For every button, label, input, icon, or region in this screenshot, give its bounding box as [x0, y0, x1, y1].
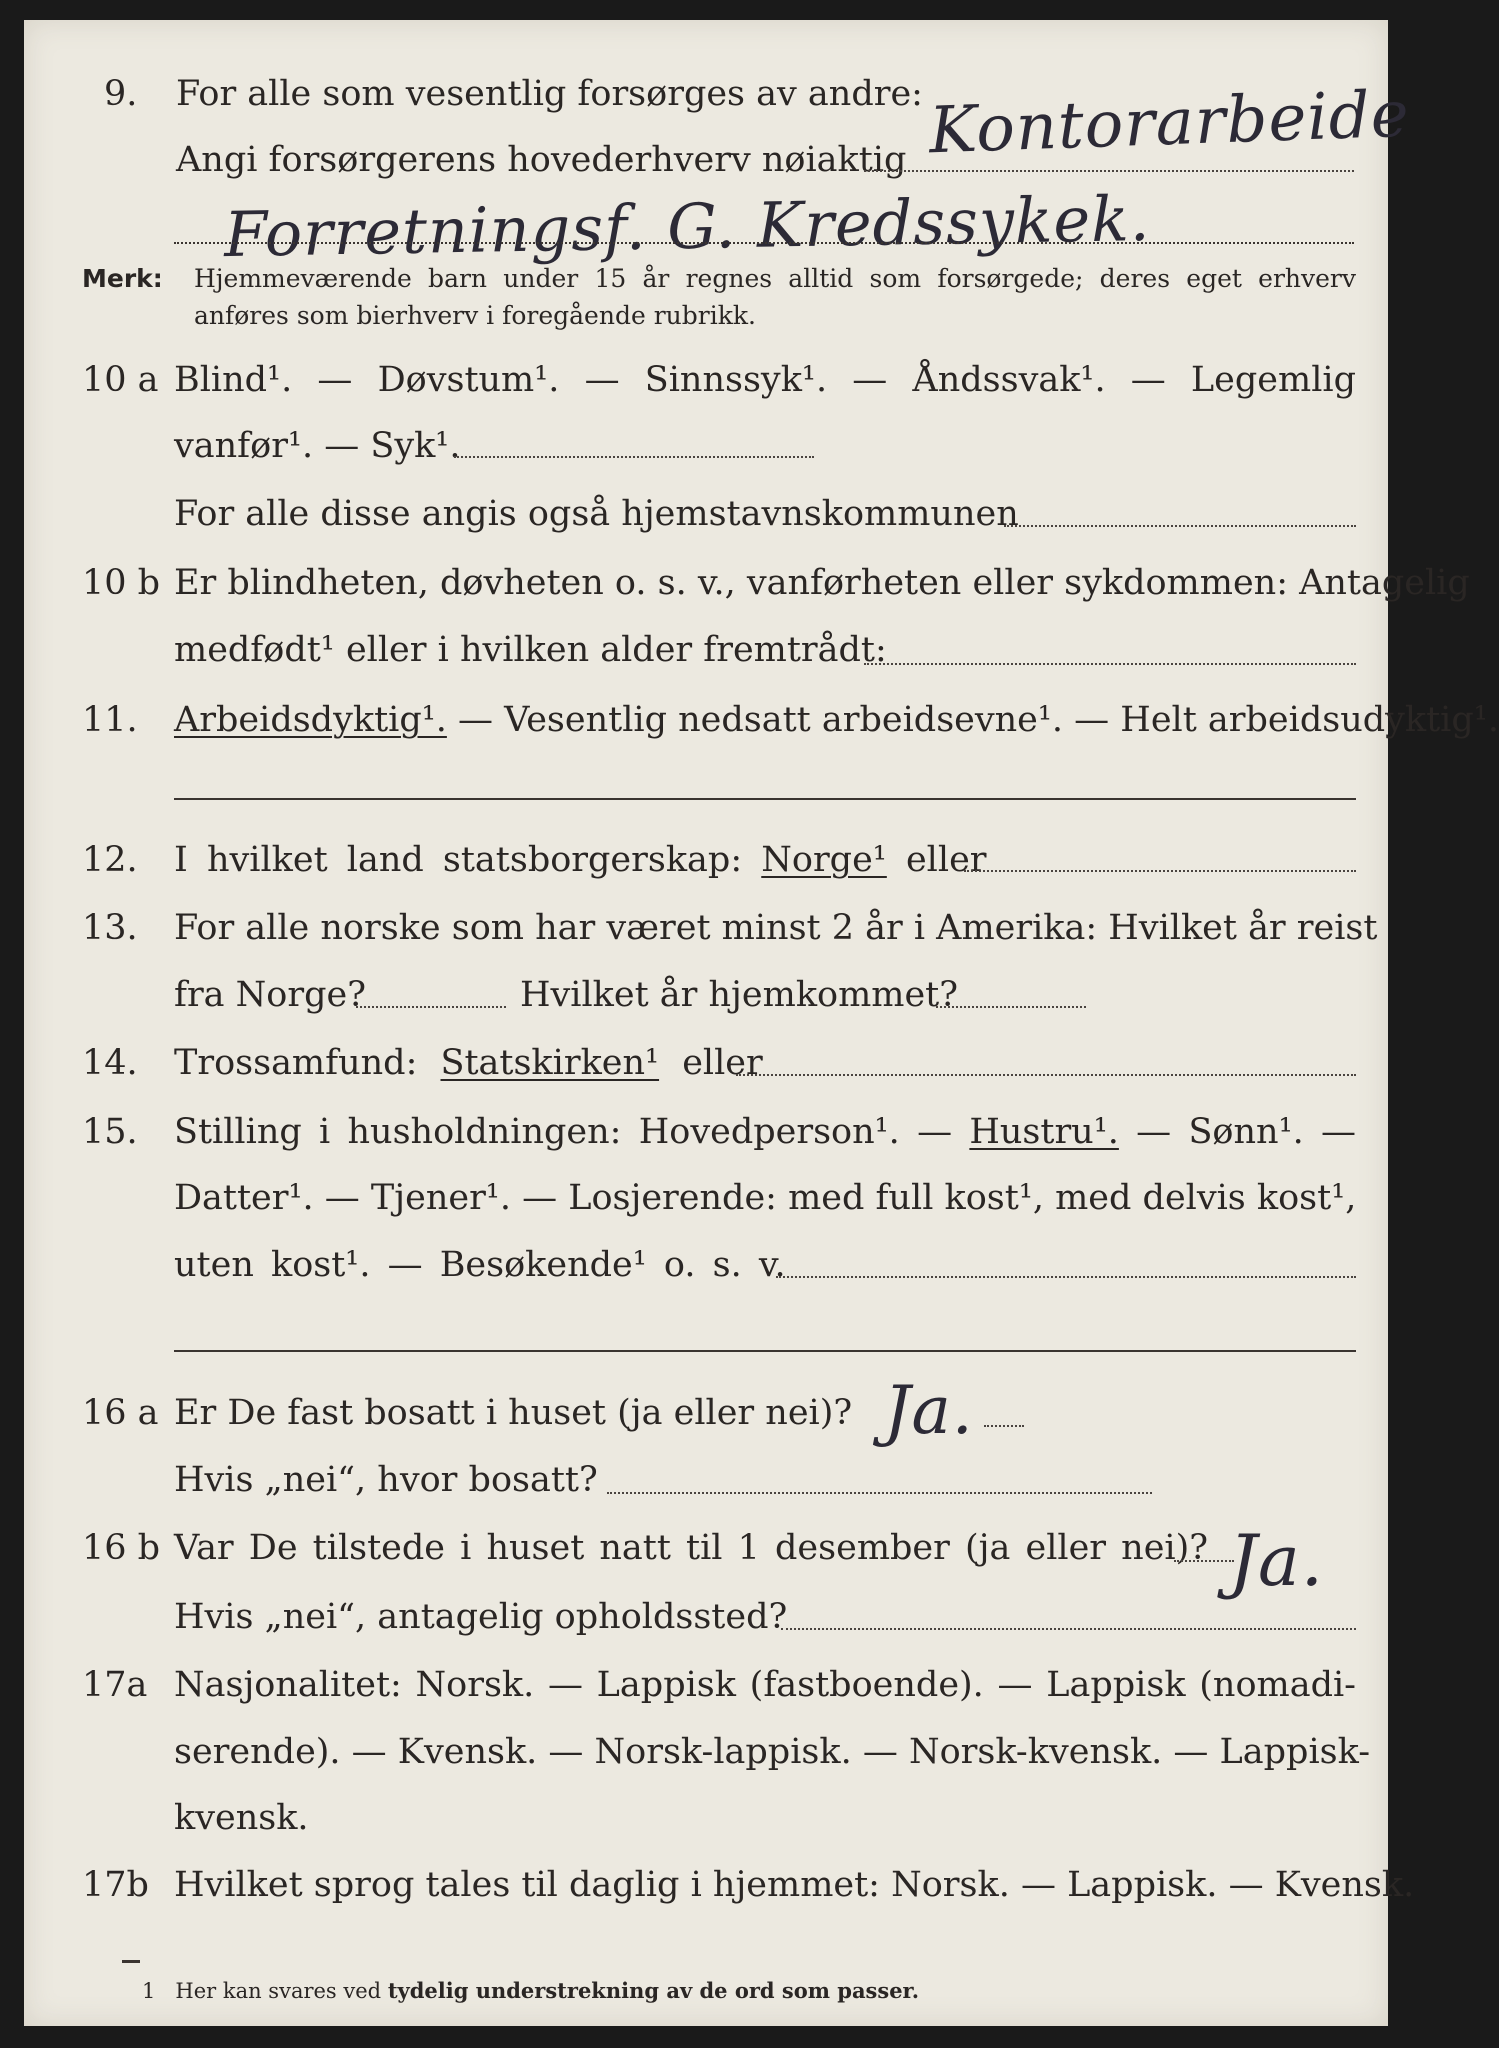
q9-answer-line2	[174, 242, 1354, 244]
q16a-number: 16 a	[82, 1393, 159, 1433]
q16a-answer-line	[984, 1425, 1024, 1427]
q17a-line3	[24, 1798, 1388, 1858]
q13-line2b: Hvilket år hjemkommet?	[520, 975, 959, 1015]
q10b-line1-text: Er blindheten, døvheten o. s. v., vanførheten eller sykdommen: Antagelig	[174, 563, 1470, 603]
q10a-municipality-answer-line	[1004, 525, 1356, 527]
q10b-line2-text: medfødt¹ eller i hvilken alder fremtrådt:	[174, 630, 887, 670]
q15-line3	[24, 1245, 1388, 1305]
q10b-answer-line	[864, 663, 1356, 665]
q17b-line1-text: Hvilket sprog tales til daglig i hjemmet: Norsk. — Lappisk. — Kvensk.	[174, 1865, 1415, 1905]
q16b-line2-text: Hvis „nei“, antagelig opholdssted?	[174, 1597, 788, 1637]
q13-number: 13.	[82, 908, 138, 948]
q16b-stay-answer-line	[781, 1628, 1356, 1630]
q13-line2	[24, 975, 1388, 1035]
q9-answer-employer: Forretningsf. G. Kredssykek.	[223, 181, 1152, 272]
q10b-number: 10 b	[82, 563, 161, 603]
q17a-line3-text: kvensk.	[174, 1798, 309, 1838]
census-form-page	[24, 20, 1499, 2026]
q14-option-statskirken-selected: Statskirken¹	[440, 1043, 660, 1083]
merk-line1: Hjemmeværende barn under 15 år regnes alltid som forsørgede; deres eget erhverv	[194, 264, 1356, 293]
q9-number: 9.	[104, 74, 138, 114]
q9-line2-text: Angi forsørgerens hovederhverv nøiaktig	[176, 140, 907, 180]
q12-question: I hvilket land statsborgerskap:	[174, 840, 743, 880]
q15-line1a: Stilling i husholdningen: Hovedperson¹. —	[174, 1112, 953, 1152]
footnote-mark: 1	[142, 1979, 156, 2003]
q16b-line2	[24, 1597, 1388, 1657]
q17a-line1	[24, 1665, 1388, 1725]
q14-number: 14.	[82, 1043, 138, 1083]
q16a-residence-answer-line	[607, 1492, 1152, 1494]
footnote	[142, 1978, 919, 2003]
q10a-line3-text: For alle disse angis også hjemstavnskommunen	[174, 494, 1019, 534]
q16b-number: 16 b	[82, 1528, 161, 1568]
q14-eller: eller	[682, 1043, 763, 1083]
q13-returned-year-answer-line	[936, 1006, 1086, 1008]
q10a-line2-text: vanfør¹. — Syk¹.	[174, 426, 461, 466]
q16a-line1-text: Er De fast bosatt i huset (ja eller nei)?	[174, 1393, 853, 1433]
q11-text	[174, 700, 1499, 740]
q13-line1-text: For alle norske som har været minst 2 år i Amerika: Hvilket år reist	[174, 908, 1378, 948]
q9-answer-occupation: Kontorarbeide	[927, 77, 1411, 169]
q14-question: Trossamfund:	[174, 1043, 418, 1083]
merk-label: Merk:	[82, 264, 163, 293]
q11-answer-line	[174, 798, 1356, 800]
q17a-number: 17a	[82, 1665, 148, 1705]
q16a-line2	[24, 1460, 1388, 1520]
q14-answer-line	[736, 1074, 1356, 1076]
q14-line1	[24, 1043, 1388, 1103]
footnote-text: Her kan svares ved	[175, 1979, 382, 2003]
q15-line1b: — Sønn¹. —	[1136, 1112, 1356, 1152]
q11-option-arbeidsdyktig-selected: Arbeidsdyktig¹.	[174, 700, 447, 740]
footnote-bold-text: tydelig understrekning av de ord som passer.	[387, 1978, 920, 2003]
q10a-line3	[24, 494, 1388, 554]
q15-line2	[24, 1178, 1388, 1238]
q11-rest: — Vesentlig nedsatt arbeidsevne¹. — Helt arbeidsudyktig¹.	[458, 700, 1499, 740]
q11-number: 11.	[82, 700, 138, 740]
q12-eller: eller	[905, 840, 987, 880]
footnote-divider	[122, 1960, 140, 1963]
q15-answer-line2	[174, 1350, 1356, 1352]
q10a-sick-answer-line	[454, 456, 814, 458]
q15-line3-text: uten kost¹. — Besøkende¹ o. s. v.	[174, 1245, 786, 1285]
merk-line2: anføres som bierhverv i foregående rubrikk.	[194, 301, 756, 330]
q17a-line2-text: serende). — Kvensk. — Norsk-lappisk. — Norsk-kvensk. — Lappisk-	[174, 1732, 1371, 1772]
q17a-line2	[24, 1732, 1388, 1792]
q10a-line1-text: Blind¹. — Døvstum¹. — Sinnssyk¹. — Åndssvak¹. — Legemlig	[174, 360, 1356, 400]
q11-line1	[24, 700, 1499, 760]
q13-line1	[24, 908, 1388, 968]
q15-option-hustru-selected: Hustru¹.	[969, 1112, 1119, 1152]
q14-text	[174, 1043, 763, 1083]
q16b-answer-line	[1174, 1560, 1234, 1562]
q17b-number: 17b	[82, 1865, 149, 1905]
q16b-line1	[24, 1528, 1388, 1588]
q12-option-norge-selected: Norge¹	[761, 840, 887, 880]
q15-line1	[24, 1112, 1388, 1172]
q15-line2-text: Datter¹. — Tjener¹. — Losjerende: med full kost¹, med delvis kost¹,	[174, 1178, 1357, 1218]
q17b-line1	[24, 1865, 1415, 1925]
q13-left-year-answer-line	[356, 1006, 506, 1008]
q9-answer-line1	[864, 170, 1354, 172]
q12-text	[174, 840, 987, 880]
q10a-number: 10 a	[82, 360, 159, 400]
q9-line1-text: For alle som vesentlig forsørges av andre:	[176, 74, 923, 114]
q15-answer-line	[776, 1276, 1356, 1278]
q17a-line1-text: Nasjonalitet: Norsk. — Lappisk (fastboende). — Lappisk (nomadi-	[174, 1665, 1356, 1705]
q12-number: 12.	[82, 840, 138, 880]
q10b-line2	[24, 630, 1388, 690]
q10b-line1	[24, 563, 1470, 623]
q12-answer-line	[964, 870, 1356, 872]
q16b-answer-ja: Ja.	[1229, 1520, 1325, 1602]
q16a-answer-ja: Ja.	[884, 1372, 974, 1449]
q13-line2a: fra Norge?	[174, 975, 366, 1015]
q16a-line2-text: Hvis „nei“, hvor bosatt?	[174, 1460, 598, 1500]
q16b-line1-text: Var De tilstede i huset natt til 1 desember (ja eller nei)?	[174, 1528, 1209, 1568]
q10a-line1	[24, 360, 1388, 420]
q16a-line1	[24, 1393, 1388, 1453]
q15-number: 15.	[82, 1112, 138, 1152]
q15-line1-text	[174, 1112, 1356, 1152]
